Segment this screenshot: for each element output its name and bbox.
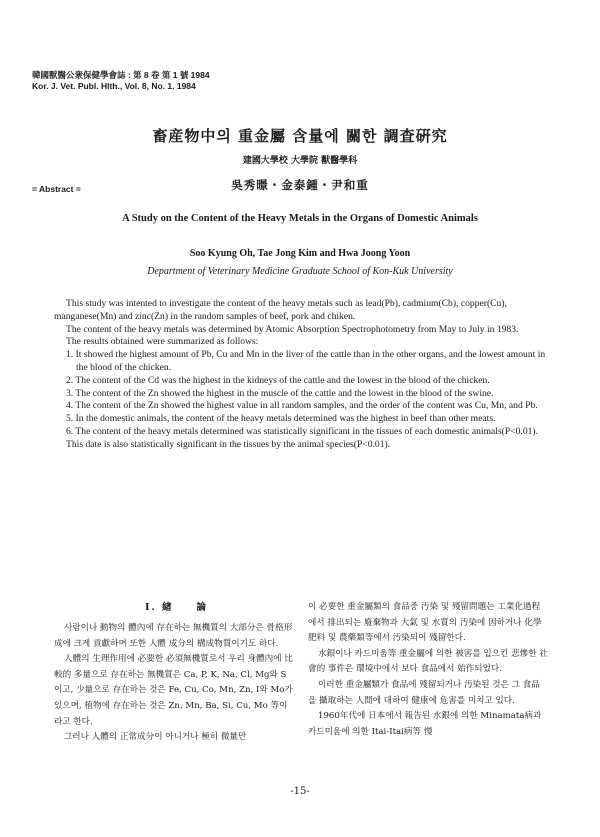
abstract-paragraph: The content of the heavy metals was determined by Atomic Absorption Spectrophotometry from May to July in 1983. (66, 323, 519, 335)
result-item: 4. The content of the Zn showed the highest value in all random samples, and the order of the content was Cu, Mn, and Pb. (66, 400, 538, 412)
english-department: Department of Veterinary Medicine Graduate School of Kon-Kuk University (147, 266, 453, 277)
korean-authors: 吳秀暻・金泰鍾・尹和重 (231, 178, 369, 192)
abstract-closing: This date is also statistically significant in the tissues by the animal species(P<0.01). (66, 438, 391, 450)
result-item: 2. The content of the Cd was the highest in the kidneys of the cattle and the lowest in the blood of the chicken. (66, 374, 490, 386)
body-paragraph: 1960年代에 日本에서 報告된 水銀에 의한 Minamata病과 카드미움에 의한 Itai-Itai病等 慢 (308, 711, 542, 737)
abstract-label: = Abstract = (32, 184, 81, 194)
journal-header (32, 70, 210, 92)
abstract-paragraph: This study was intented to investigate the content of the heavy metals such as lead(Pb), cadmium(Cb), copper(Cu), manganese(Mn) and zinc(Zn) in the random samples of beef, pork and chiken. (54, 298, 507, 322)
korean-department: 建國大學校 大學院 獸醫學科 (242, 156, 358, 166)
body-paragraph: 水銀이나 카드미움等 重金屬에 의한 被害를 입으킨 悲慘한 社會的 事件은 環境中에서 보다 食品에서 始作되었다. (308, 648, 548, 675)
section-title: I. 緖 論 (144, 602, 209, 613)
english-title: A Study on the Content of the Heavy Metals in the Organs of Domestic Animals (122, 213, 478, 224)
body-paragraph: 사람이나 動物의 體內에 存在하는 無機質의 大部分은 骨格形成에 크게 貢獻하며 또한 人體 成分의 構成物質이기도 하다. (54, 623, 293, 649)
body-paragraph: 人體의 生理作用에 必要한 必須無機質로서 우리 身體內에 比較的 多量으로 存在하는 無機質은 Ca, P, K, Na, Cl, Mg와 S이고, 少量으로 存在하는 것은 Fe, Cu, Co, Mn, Zn, I와 Mo가 있으며, 植物에 存在하는 것은 Zn, Mn, Ba, Si, Cu, Mo 等이라고 한다. (54, 654, 293, 727)
korean-title: 畜産物中의 重金屬 含量에 關한 調査硏究 (152, 127, 448, 145)
result-item: 1. It showed the highest amount of Pb, Cu and Mn in the liver of the cattle than in the other organs, and the lowest amount in the blood of the chicken. (66, 349, 546, 373)
english-authors: Soo Kyung Oh, Tae Jong Kim and Hwa Joong Yoon (189, 248, 411, 259)
abstract-paragraph: The results obtained were summarized as follows: (66, 336, 259, 348)
body-paragraph: 이러한 重金屬類가 食品에 殘留되거나 汚染된 것은 그 食品을 攝取하는 人間에 대하여 健康에 危害를 미치고 있다. (308, 679, 540, 706)
left-column (54, 621, 294, 746)
result-item: 3. The content of the Zn showed the highest in the muscle of the cattle and the lowest in the blood of the swine. (66, 387, 494, 399)
journal-english: Kor. J. Vet. Publ. Hlth., Vol. 8, No. 1. 1984 (32, 81, 196, 91)
right-column (308, 600, 548, 740)
body-paragraph: 그러나 人體의 正常成分이 아니거나 極히 微量만 (64, 732, 247, 743)
journal-korean: 韓國獸醫公衆保健學會誌 : 第 8 卷 第 1 號 1984 (32, 70, 210, 80)
result-item: 5. In the domestic animals, the content of the heavy metals determined was the highest in beef than other meats. (66, 413, 496, 425)
page-number: -15- (290, 786, 310, 797)
body-paragraph: 이 必要한 重金屬類의 食品중 汚染 및 殘留問題는 工業化過程에서 排出되는 廢棄物과 大氣 및 水質의 汚染에 因하거나 化學肥料 및 農藥類等에서 汚染되어 殘留한다. (308, 602, 542, 644)
abstract-body (54, 298, 548, 452)
result-item: 6. The content of the heavy metals determined was statistically significant in the tissues of each domestic animals(P<0.01). (66, 425, 539, 437)
